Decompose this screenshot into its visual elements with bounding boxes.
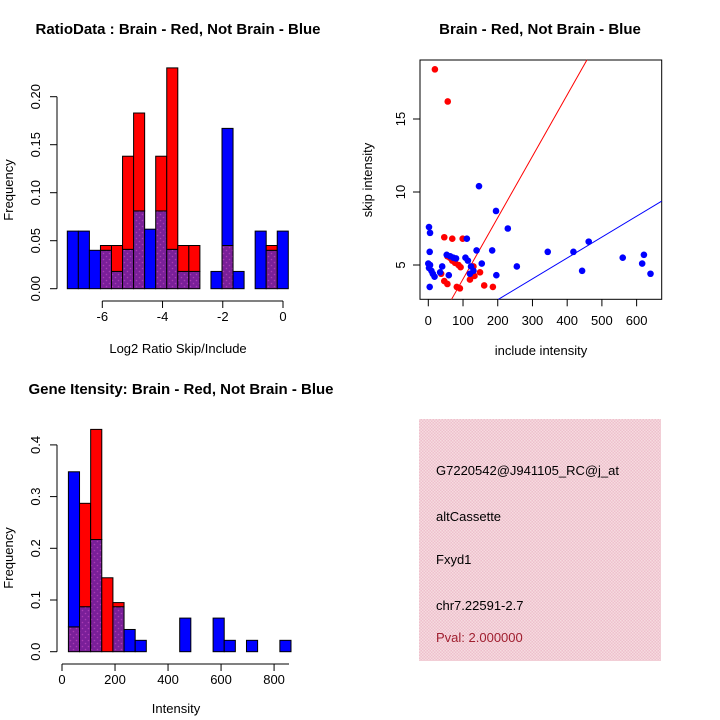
x-tick-label: 500 [591, 313, 613, 328]
y-tick-label: 15 [393, 111, 408, 127]
hist-bar-overlap [68, 627, 79, 652]
scatter-point-blue [641, 251, 648, 258]
hist-bar-overlap [167, 249, 178, 288]
hist-bar-red [123, 156, 134, 249]
ratio-hist-plot-area [28, 68, 288, 324]
scatter-point-blue [544, 249, 551, 256]
scatter-point-red [449, 235, 456, 242]
x-tick-label: 200 [486, 313, 509, 328]
ratio-hist-title: RatioData : Brain - Red, Not Brain - Blue [35, 21, 321, 38]
hist-bar-blue [280, 640, 291, 651]
hist-bar-red [156, 156, 167, 211]
hist-bar-blue [246, 640, 257, 651]
y-tick-label: 0.4 [28, 435, 43, 454]
panel-ratio-histogram [0, 0, 360, 360]
scatter-title: Brain - Red, Not Brain - Blue [439, 21, 641, 38]
x-tick-label: 0 [279, 309, 287, 324]
x-tick-label: 100 [452, 313, 474, 328]
scatter-plot-area [393, 60, 662, 328]
scatter-point-blue [445, 272, 452, 279]
scatter-point-blue [570, 249, 577, 256]
locus-text: chr7.22591-2.7 [436, 598, 524, 613]
scatter-point-blue [473, 247, 480, 254]
hist-bar-blue [222, 128, 233, 245]
hist-bar-overlap [91, 540, 102, 652]
hist-bar-blue [224, 640, 235, 651]
hist-bar-red [102, 578, 113, 652]
fit-line-blue [498, 201, 661, 299]
scatter-ylabel: skip intensity [360, 142, 375, 218]
hist-bar-blue [89, 250, 100, 288]
hist-bar-red [134, 113, 145, 211]
scatter-point-blue [426, 284, 433, 291]
hist-bar-blue [68, 472, 79, 627]
hist-bar-overlap [178, 271, 189, 288]
gene-info-panel [419, 419, 661, 661]
hist-bar-blue [255, 231, 266, 289]
panel-intensity-scatter [360, 0, 720, 360]
scatter-point-blue [464, 235, 471, 242]
hist-bar-red [80, 503, 91, 606]
scatter-point-red [457, 285, 464, 292]
scatter-point-blue [437, 269, 444, 276]
x-tick-label: -2 [216, 309, 229, 324]
hist-bar-overlap [189, 271, 200, 288]
scatter-point-blue [647, 270, 654, 277]
hist-bar-blue [180, 618, 191, 652]
y-tick-label: 0.3 [28, 487, 43, 506]
scatter-point-blue [505, 225, 512, 232]
x-tick-label: 800 [263, 672, 285, 687]
scatter-point-red [477, 269, 484, 276]
scatter-point-red [444, 98, 451, 105]
scatter-point-blue [426, 249, 433, 256]
hist-bar-blue [233, 271, 244, 288]
hist-bar-overlap [123, 249, 134, 288]
scatter-point-blue [426, 224, 433, 231]
hist-bar-blue [67, 231, 78, 289]
scatter-point-blue [579, 268, 586, 275]
scatter-point-red [490, 284, 497, 291]
y-tick-label: 0.00 [28, 276, 43, 302]
x-tick-label: -6 [96, 309, 109, 324]
hist-bar-red [167, 68, 178, 249]
panel-gene-intensity-histogram [0, 360, 360, 720]
hist-bar-blue [124, 629, 135, 651]
gene-hist-ylabel: Frequency [1, 527, 16, 589]
pval-text: Pval: 2.000000 [436, 630, 523, 645]
y-tick-label: 0.0 [28, 642, 43, 661]
x-tick-label: 0 [424, 313, 432, 328]
scatter-point-blue [478, 260, 485, 267]
splice-type-text: altCassette [436, 509, 502, 524]
hist-bar-red [113, 603, 124, 607]
gene-hist-xlabel: Intensity [151, 701, 201, 716]
scatter-point-red [457, 264, 464, 271]
y-tick-label: 0.20 [28, 84, 43, 110]
gene-hist-plot-area [28, 429, 291, 687]
hist-bar-overlap [80, 607, 91, 652]
hist-bar-blue [78, 231, 89, 289]
y-tick-label: 0.10 [28, 180, 43, 206]
hist-bar-blue [145, 229, 156, 289]
y-tick-label: 5 [393, 261, 408, 269]
x-tick-label: 600 [625, 313, 648, 328]
hist-bar-overlap [100, 250, 111, 288]
x-tick-label: -4 [156, 309, 169, 324]
scatter-point-blue [493, 272, 500, 279]
scatter-xlabel: include intensity [494, 343, 588, 358]
hist-bar-overlap [266, 250, 277, 288]
hist-bar-overlap [134, 211, 145, 289]
scatter-point-blue [619, 254, 626, 261]
scatter-point-blue [476, 183, 483, 190]
x-tick-label: 200 [104, 672, 126, 687]
hist-bar-blue [211, 271, 222, 288]
hist-bar-overlap [156, 211, 167, 289]
y-tick-label: 0.05 [28, 228, 43, 254]
x-tick-label: 0 [58, 672, 66, 687]
hist-bar-red [266, 246, 277, 251]
hist-bar-red [91, 429, 102, 539]
scatter-point-blue [453, 255, 460, 262]
probe-id-text: G7220542@J941105_RC@j_at [436, 463, 619, 478]
scatter-point-blue [514, 263, 521, 270]
hist-bar-red [100, 246, 111, 251]
hist-bar-overlap [113, 607, 124, 652]
x-tick-label: 400 [157, 672, 179, 687]
hist-bar-overlap [112, 271, 123, 288]
hist-bar-blue [213, 618, 224, 652]
y-tick-label: 0.1 [28, 590, 43, 610]
scatter-point-blue [470, 268, 477, 275]
scatter-point-blue [427, 230, 434, 237]
hist-bar-red [112, 246, 123, 272]
gene-hist-title: Gene Itensity: Brain - Red, Not Brain - Blue [28, 381, 334, 398]
ratio-hist-ylabel: Frequency [1, 159, 16, 221]
hist-bar-blue [277, 231, 288, 289]
scatter-point-blue [489, 247, 496, 254]
scatter-point-blue [431, 273, 438, 280]
scatter-point-red [481, 282, 488, 289]
hist-bar-blue [135, 640, 146, 651]
y-tick-label: 10 [393, 184, 408, 200]
hist-bar-overlap [222, 246, 233, 289]
y-tick-label: 0.15 [28, 132, 43, 158]
scatter-point-blue [585, 238, 592, 245]
x-tick-label: 300 [521, 313, 544, 328]
y-tick-label: 0.2 [28, 539, 43, 558]
scatter-point-blue [493, 208, 500, 215]
scatter-point-blue [439, 263, 446, 270]
scatter-point-blue [639, 260, 646, 267]
scatter-point-red [441, 234, 448, 241]
scatter-point-red [444, 281, 451, 288]
hist-bar-red [189, 246, 200, 272]
hist-bar-red [178, 246, 189, 272]
x-tick-label: 400 [556, 313, 579, 328]
scatter-point-red [432, 66, 439, 73]
gene-name-text: Fxyd1 [436, 552, 472, 567]
x-tick-label: 600 [210, 672, 232, 687]
scatter-point-blue [465, 257, 472, 264]
ratio-hist-xlabel: Log2 Ratio Skip/Include [109, 341, 247, 356]
